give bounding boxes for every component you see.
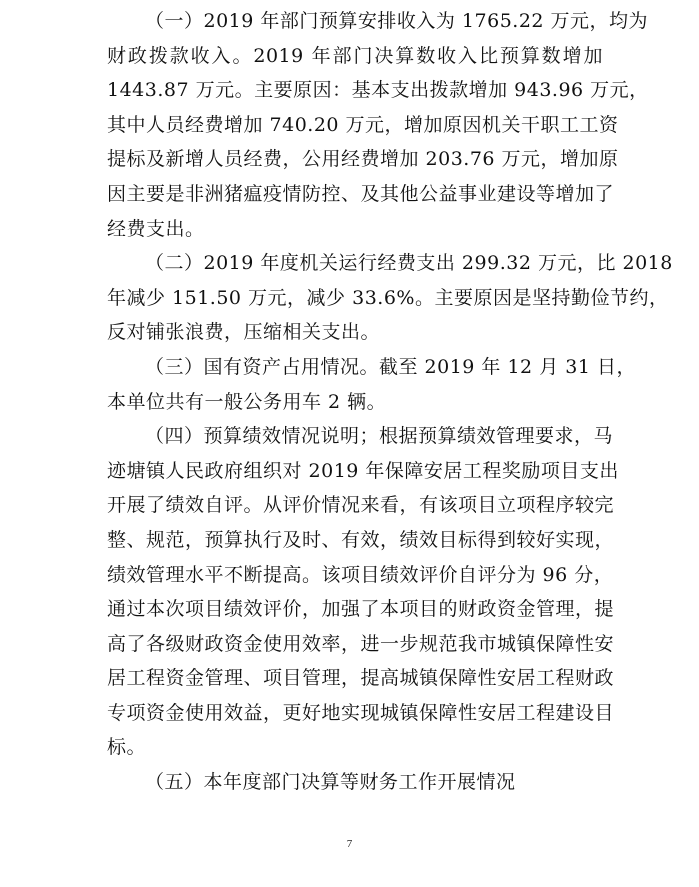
text-line: 绩效管理水平不断提高。该项目绩效评价自评分为 96 分， [107, 563, 614, 586]
text-line: 年减少 151.50 万元，减少 33.6%。主要原因是坚持勤俭节约， [107, 286, 669, 309]
body-text [107, 4, 673, 800]
text-line: 标。 [107, 736, 147, 759]
text-line: 经费支出。 [107, 217, 205, 240]
paragraph-financial-work [107, 765, 603, 800]
text-line: （二）2019 年度机关运行经费支出 299.32 万元，比 2018 [145, 252, 673, 275]
text-line: 专项资金使用效益，更好地实现城镇保障性安居工程建设目 [107, 701, 615, 724]
text-line: 迹塘镇人民政府组织对 2019 年保障安居工程奖励项目支出 [107, 459, 619, 482]
text-line: 1443.87 万元。主要原因：基本支出拨款增加 943.96 万元， [107, 79, 649, 102]
text-line: 提标及新增人员经费，公用经费增加 203.76 万元，增加原 [107, 148, 619, 171]
text-line: 开展了绩效自评。从评价情况来看，有该项目立项程序较完 [107, 494, 615, 517]
paragraph-budget-income [107, 4, 649, 246]
text-line: （三）国有资产占用情况。截至 2019 年 12 月 31 日， [145, 355, 636, 378]
text-line: 本单位共有一般公务用车 2 辆。 [107, 390, 387, 413]
text-line: （一）2019 年部门预算安排收入为 1765.22 万元，均为 [145, 10, 649, 32]
text-line: 其中人员经费增加 740.20 万元，增加原因机关干职工工资 [107, 113, 619, 136]
page-number: 7 [346, 838, 353, 850]
text-line: 财政拨款收入。2019 年部门决算数收入比预算数增加 [107, 44, 603, 67]
text-line: 通过本次项目绩效评价，加强了本项目的财政资金管理，提 [107, 598, 615, 621]
text-line: 反对铺张浪费，压缩相关支出。 [107, 321, 381, 344]
paragraph-performance [107, 419, 619, 765]
text-line: 整、规范，预算执行及时、有效，绩效目标得到较好实现， [107, 528, 615, 551]
paragraph-operating-expenses [107, 246, 673, 350]
paragraph-state-assets [107, 350, 636, 419]
text-line: （五）本年度部门决算等财务工作开展情况 [145, 771, 516, 794]
text-line: 高了各级财政资金使用效率，进一步规范我市城镇保障性安 [107, 632, 615, 655]
text-line: 居工程资金管理、项目管理，提高城镇保障性安居工程财政 [107, 667, 615, 690]
text-line: （四）预算绩效情况说明；根据预算绩效管理要求，马 [145, 425, 614, 448]
text-line: 因主要是非洲猪瘟疫情防控、及其他公益事业建设等增加了 [107, 182, 615, 205]
